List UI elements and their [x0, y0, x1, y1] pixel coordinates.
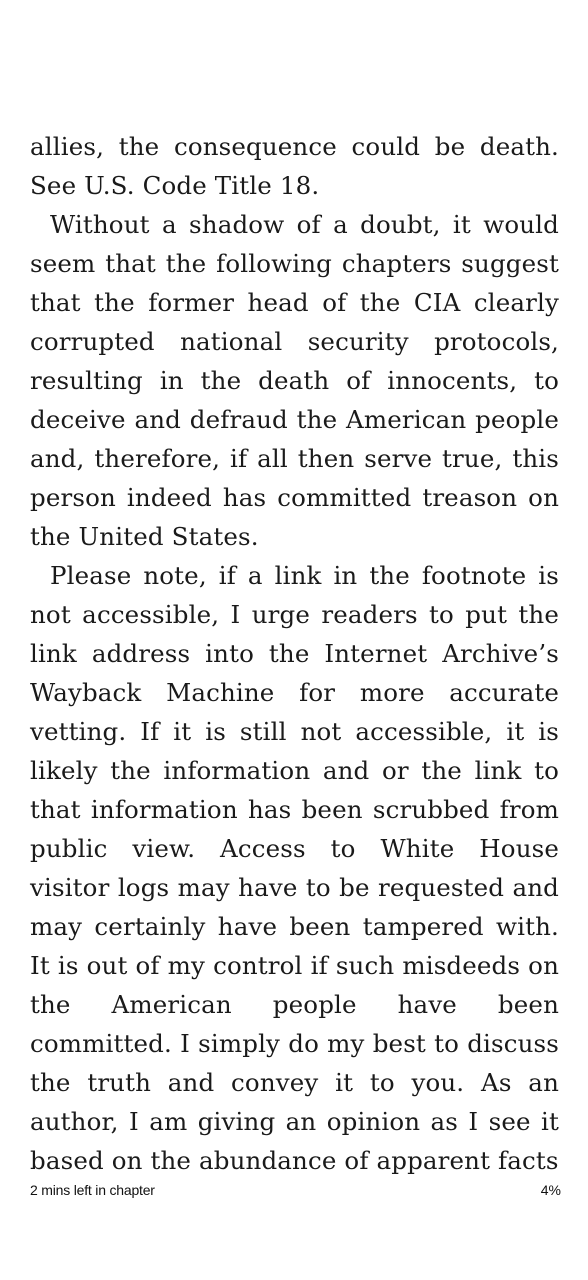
time-left-in-chapter: 2 mins left in chapter: [30, 1182, 155, 1198]
paragraph-continuation: allies, the consequence could be death. See U.S. Code Title 18.: [30, 132, 559, 200]
reading-progress-footer: [30, 1182, 561, 1202]
paragraph: Please note, if a link in the footnote is not accessible, I urge readers to put the link address into the Internet Archive’s Wayback Machine for more accurate vetting. If it is still not accessible, it is likely the information and or the link to that information has been scrubbed from public view. Access to White House visitor logs may have to be requested and may certainly have been tampered with. It is out of my control if such misdeeds on the American people have been committed. I simply do my best to discuss the truth and convey it to you. As an author, I am giving an opinion as I see it based on the abundance of apparent facts: [30, 561, 559, 1175]
book-text[interactable]: [30, 127, 559, 1180]
paragraph: Without a shadow of a doubt, it would seem that the following chapters suggest that the former head of the CIA clearly corrupted national security protocols, resulting in the death of innocents, to deceive and defraud the American people and, therefore, if all then serve true, this person indeed has committed treason on the United States.: [30, 210, 559, 551]
progress-percent: 4%: [540, 1182, 561, 1198]
